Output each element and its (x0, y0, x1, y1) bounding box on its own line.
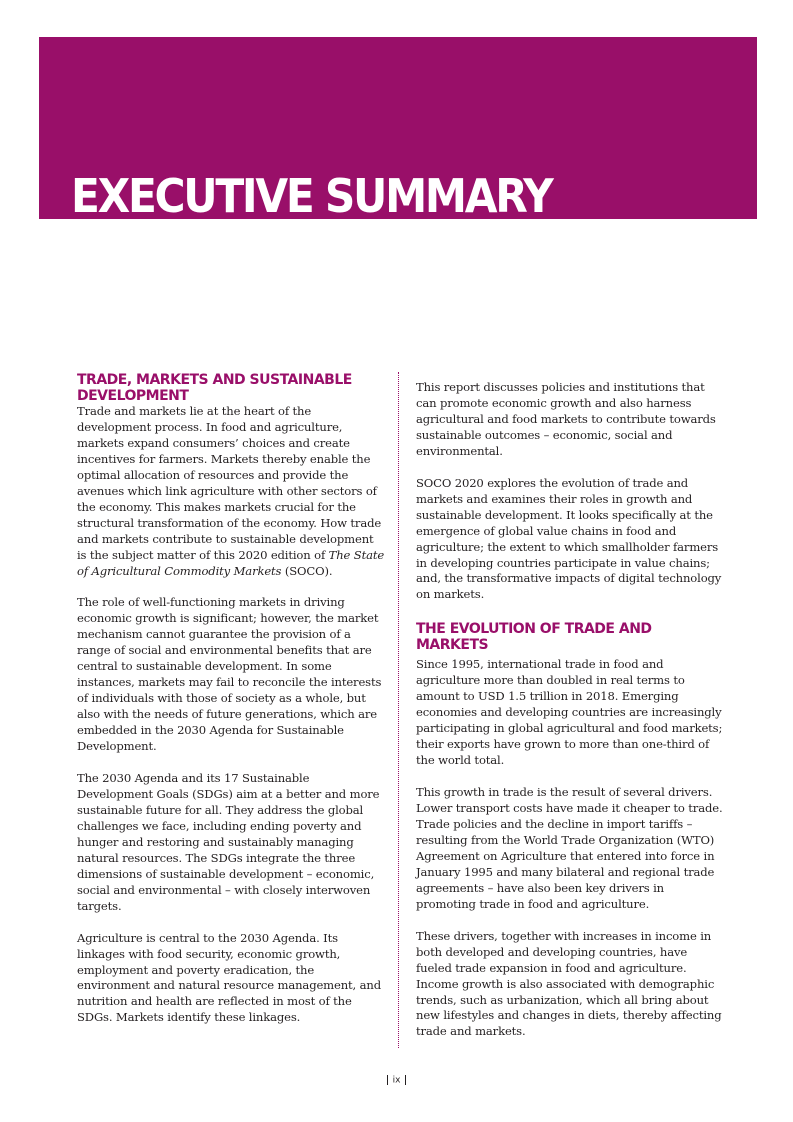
paragraph: Agriculture is central to the 2030 Agenda. Its linkages with food security, economic growth, employment and poverty eradication, the environment and natural resource management, and nutrition and health are reflected in most of the SDGs. Markets identify these linkages. (77, 930, 381, 1025)
paragraph: The 2030 Agenda and its 17 Sustainable Development Goals (SDGs) aim at a better and more sustainable future for all. They address the global challenges we face, including ending poverty and hunger and restoring and sustainably managing natural resources. The SDGs integrate the three dimensions of sustainable development – economic, social and environmental – with closely interwoven targets. (77, 771, 380, 913)
section-heading-trade-markets: TRADE, MARKETS AND SUSTAINABLE DEVELOPMENT (77, 372, 352, 404)
column-divider (398, 372, 399, 1048)
paragraph: Since 1995, international trade in food and agriculture more than doubled in real terms to amount to USD 1.5 trillion in 2018. Emerging economies and developing countries are increasingly participating in global agricultural and food markets; their exports have grown to more than one-third of the world total. (416, 657, 723, 768)
paragraph: SOCO 2020 explores the evolution of trade and markets and examines their roles in growth and sustainable development. It looks specifically at the emergence of global value chains in food and agriculture; the extent to which smallholder farmers in developing countries participate in value chains; and, the transformative impacts of digital technology on markets. (416, 475, 722, 602)
footer-bar-left (387, 1075, 388, 1085)
left-column (77, 372, 385, 1026)
paragraph: These drivers, together with increases in income in both developed and developing countries, have fueled trade expansion in food and agriculture. Income growth is also associated with demographic trends, such as urbanization, which all bring about new lifestyles and changes in diets, thereby affecting trade and markets. (416, 928, 722, 1039)
paragraph: Trade and markets lie at the heart of the development process. In food and agriculture, markets expand consumers’ choices and create incentives for farmers. Markets thereby enable the optimal allocation of resources and provide the avenues which link agriculture with other sectors of the economy. This makes markets crucial for the structural transformation of the economy. How trade and markets contribute to sustainable development is the subject matter of this 2020 edition of The State of Agricultural Commodity Markets (SOCO). (77, 404, 385, 578)
title-banner (39, 37, 757, 219)
paragraph: This growth in trade is the result of several drivers. Lower transport costs have made it cheaper to trade. Trade policies and the decline in import tariffs – resulting from the World Trade Organization (WTO) Agreement on Agriculture that entered into force in January 1995 and many bilateral and regional trade agreements – have also been key drivers in promoting trade in food and agriculture. (416, 785, 723, 911)
footer-bar-right (405, 1075, 406, 1085)
paragraph: The role of well-functioning markets in driving economic growth is significant; however, the market mechanism cannot guarantee the provision of a range of social and environmental benefits that are central to sustainable development. In some instances, markets may fail to reconcile the interests of individuals with those of society as a whole, but also with the needs of future generations, which are embedded in the 2030 Agenda for Sustainable Development. (77, 595, 382, 754)
page-footer (0, 1075, 793, 1086)
paragraph: This report discusses policies and institutions that can promote economic growth and also harness agricultural and food markets to contribute towards sustainable outcomes – economic, social and environmental. (416, 380, 716, 458)
page-number: ix (392, 1075, 401, 1086)
page-title: EXECUTIVE SUMMARY (71, 169, 552, 219)
section-heading-evolution: THE EVOLUTION OF TRADE AND MARKETS (416, 621, 652, 654)
right-column (416, 380, 724, 1040)
publication-title: The State of Agricultural Commodity Markets (77, 547, 385, 578)
